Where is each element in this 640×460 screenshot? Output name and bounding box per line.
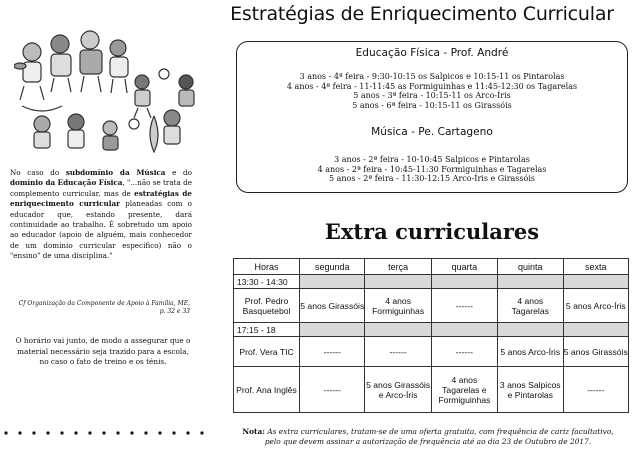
quote-text-2: e do <box>172 168 192 177</box>
footnote-label: Nota: <box>242 427 265 436</box>
table-cell: 3 anos Salpicos e Pintarolas <box>498 367 564 413</box>
header-cell: quinta <box>498 259 564 275</box>
table-cell: ------ <box>431 289 497 323</box>
quote-text-3: , "...não se trata de complemento curricular, mas de <box>10 178 192 198</box>
footnote-line-1 <box>218 427 638 437</box>
table-cell: 4 anos Formiguinhas <box>365 289 431 323</box>
extra-curricular-title: Extra curriculares <box>324 219 540 244</box>
table-cell: 5 anos Arco-Íris <box>563 289 628 323</box>
dotted-divider <box>2 428 212 438</box>
table-row <box>234 289 629 323</box>
quote-text-4: planeadas com o educador que, estando presente, dará continuidade ao trabalho. É sobretudo um apoio ao educador (apoio de alguém, mais conhecedor de um domínio curricular específico) não o "ensino" de uma disciplina." <box>10 199 192 261</box>
children-illustration-icon <box>14 26 200 158</box>
shaded-cell <box>365 275 431 289</box>
pe-line: 5 anos - 6ª feira - 10:15-11 os Girassóis <box>352 100 512 110</box>
shaded-cell <box>563 323 628 337</box>
quote-bold-1: subdomínio da Música <box>65 168 166 177</box>
music-line: 4 anos - 2ª feira - 10:45-11:30 Formiguinhas e Tagarelas <box>317 164 547 174</box>
time-slot-row <box>234 275 629 289</box>
music-heading: Música - Pe. Cartageno <box>371 126 493 138</box>
table-cell: ------ <box>300 367 365 413</box>
header-cell: segunda <box>300 259 365 275</box>
enrichment-box <box>236 41 628 193</box>
footnote <box>218 427 638 447</box>
teacher-cell: Prof. Vera TIC <box>234 337 300 367</box>
table-cell: ------ <box>300 337 365 367</box>
table-cell: ------ <box>365 337 431 367</box>
table-cell: 5 anos Arco-Íris <box>498 337 564 367</box>
music-line: 5 anos - 2ª feira - 11:30-12:15 Arco-Íris e Girassóis <box>329 174 535 184</box>
footnote-line-2: pelo que devem assinar a autorização de frequência até ao dia 23 de Outubro de 2017. <box>264 437 592 446</box>
table-cell: 5 anos Girassóis <box>300 289 365 323</box>
teacher-cell: Prof. Pedro Basquetebol <box>234 289 300 323</box>
table-row <box>234 367 629 413</box>
pe-line: 4 anos - 4ª feira - 11-11:45 as Formiguinhas e 11:45-12:30 os Tagarelas <box>286 81 578 91</box>
table-header-row <box>234 259 629 275</box>
table-row <box>234 337 629 367</box>
pe-schedule <box>237 72 627 110</box>
quote-text-1: No caso do <box>10 168 60 177</box>
teacher-cell: Prof. Ana Inglês <box>234 367 300 413</box>
shaded-cell <box>431 275 497 289</box>
table-cell: ------ <box>431 337 497 367</box>
quote-citation: Cf Organização da Componente de Apoio à Família, ME, p. 32 e 33 <box>18 300 190 315</box>
header-cell: terça <box>365 259 431 275</box>
shaded-cell <box>563 275 628 289</box>
music-line: 3 anos - 2ª feira - 10-10:45 Salpicos e Pintarolas <box>334 155 530 164</box>
time-slot-row <box>234 323 629 337</box>
header-cell: sexta <box>563 259 628 275</box>
header-cell: quarta <box>431 259 497 275</box>
time-slot: 13:30 - 14:30 <box>234 275 300 289</box>
table-cell: 4 anos Tagarelas e Formiguinhas <box>431 367 497 413</box>
quote-bold-3: estratégias de enriquecimento curricular <box>10 188 192 209</box>
shaded-cell <box>300 323 365 337</box>
header-cell: Horas <box>234 259 300 275</box>
pe-line: 3 anos - 4ª feira - 9:30-10:15 os Salpicos e 10:15-11 os Pintarolas <box>299 72 565 81</box>
table-cell: 4 anos Tagarelas <box>498 289 564 323</box>
pe-heading: Educação Física - Prof. André <box>355 47 509 59</box>
table-cell: ------ <box>563 367 628 413</box>
schedule-note: O horário vai junto, de modo a assegurar que o material necessário seja trazido para a escola, no caso o fato de treino e os ténis. <box>15 336 191 366</box>
left-column <box>0 0 208 460</box>
shaded-cell <box>300 275 365 289</box>
music-schedule <box>237 155 627 184</box>
page-title: Estratégias de Enriquecimento Curricular <box>230 3 614 25</box>
quote-bold-2: domínio da Educação Física <box>10 178 123 188</box>
table-cell: 5 anos Girassóis e Arco-Íris <box>365 367 431 413</box>
shaded-cell <box>498 275 564 289</box>
footnote-text-1: As extra curriculares, tratam-se de uma oferta gratuita, com frequência de cariz facultativo, <box>267 427 614 436</box>
time-slot: 17:15 - 18 <box>234 323 300 337</box>
pe-line: 5 anos - 3ª feira - 10:15-11 os Arco-Íris <box>353 91 511 101</box>
shaded-cell <box>498 323 564 337</box>
curriculum-quote <box>10 168 192 262</box>
extra-curricular-table <box>233 258 629 413</box>
shaded-cell <box>431 323 497 337</box>
shaded-cell <box>365 323 431 337</box>
table-cell: 5 anos Girassóis <box>563 337 628 367</box>
